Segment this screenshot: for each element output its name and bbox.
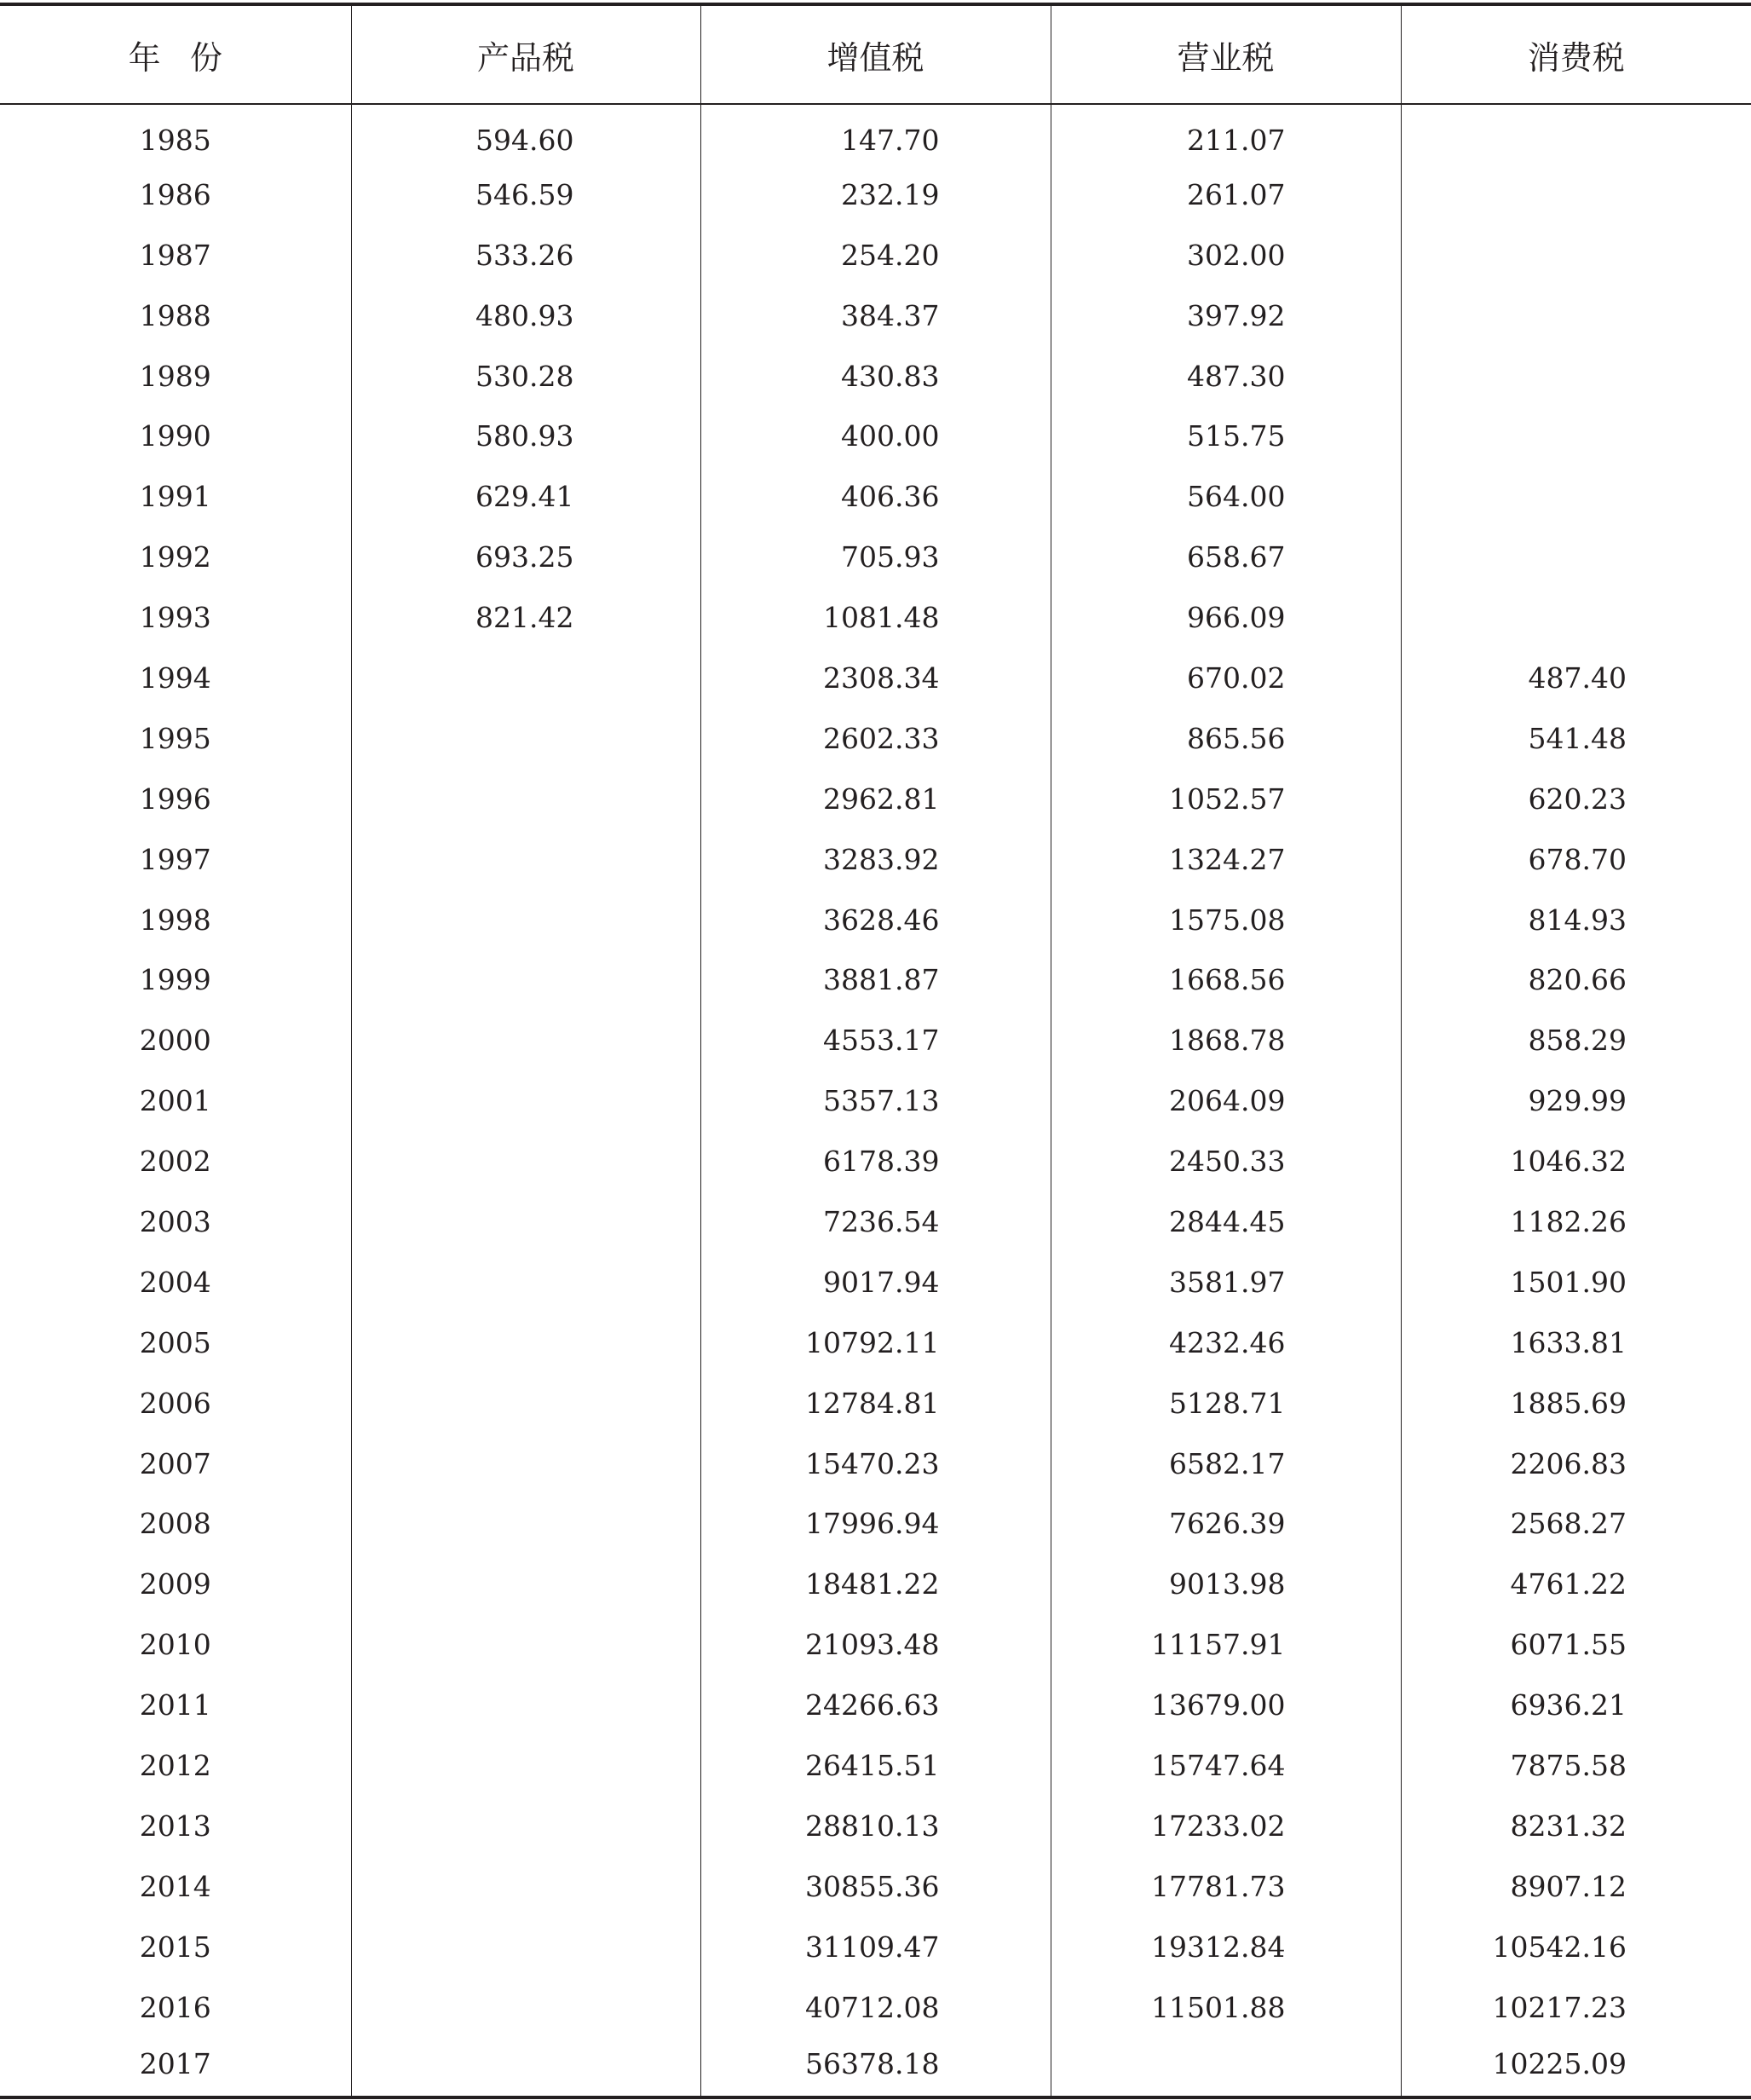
cell-year: 2010 bbox=[139, 1628, 211, 1662]
table-row bbox=[0, 890, 1751, 950]
cell-business-tax: 4232.46 bbox=[1051, 1312, 1401, 1373]
cell-business-tax: 7626.39 bbox=[1051, 1493, 1401, 1554]
table-row bbox=[0, 1856, 1751, 1917]
cell-consumption-tax: 2206.83 bbox=[1401, 1434, 1751, 1494]
table-row bbox=[0, 346, 1751, 407]
cell-vat: 56378.18 bbox=[700, 2038, 1051, 2098]
cell-product-tax bbox=[351, 1614, 700, 1675]
cell-year: 2003 bbox=[139, 1204, 211, 1238]
cell-business-tax: 865.56 bbox=[1051, 708, 1401, 769]
table-row bbox=[0, 1977, 1751, 2038]
cell-business-tax: 1868.78 bbox=[1051, 1010, 1401, 1070]
cell-consumption-tax: 7875.58 bbox=[1401, 1735, 1751, 1796]
table-row bbox=[0, 2038, 1751, 2098]
cell-business-tax: 658.67 bbox=[1051, 527, 1401, 587]
table-row bbox=[0, 406, 1751, 466]
cell-product-tax: 480.93 bbox=[351, 286, 700, 346]
cell-product-tax bbox=[351, 1070, 700, 1131]
cell-year: 2017 bbox=[0, 2038, 351, 2098]
cell-business-tax: 211.07 bbox=[1051, 104, 1401, 164]
cell-vat: 10792.11 bbox=[700, 1312, 1051, 1373]
column-header-year: 年份 bbox=[0, 4, 351, 104]
cell-year: 1985 bbox=[139, 124, 211, 158]
cell-year: 2016 bbox=[139, 1990, 211, 2024]
cell-business-tax: 6582.17 bbox=[1051, 1434, 1401, 1494]
header-row bbox=[0, 4, 1751, 104]
cell-year: 1991 bbox=[139, 480, 211, 514]
cell-business-tax: 11157.91 bbox=[1051, 1614, 1401, 1675]
cell-vat: 3283.92 bbox=[700, 829, 1051, 890]
cell-vat: 5357.13 bbox=[700, 1070, 1051, 1131]
cell-business-tax: 1324.27 bbox=[1051, 829, 1401, 890]
cell-year: 2009 bbox=[139, 1567, 211, 1601]
table-row bbox=[0, 708, 1751, 769]
cell-consumption-tax: 6936.21 bbox=[1401, 1675, 1751, 1735]
table-row bbox=[0, 225, 1751, 286]
cell-product-tax bbox=[351, 1796, 700, 1856]
cell-year: 2002 bbox=[139, 1145, 211, 1179]
cell-product-tax bbox=[351, 890, 700, 950]
cell-vat: 2308.34 bbox=[700, 648, 1051, 708]
cell-consumption-tax: 929.99 bbox=[1401, 1070, 1751, 1131]
cell-consumption-tax: 2568.27 bbox=[1401, 1493, 1751, 1554]
cell-year: 1990 bbox=[139, 419, 211, 453]
cell-business-tax: 2064.09 bbox=[1051, 1070, 1401, 1131]
cell-vat: 40712.08 bbox=[700, 1977, 1051, 2038]
cell-year: 2011 bbox=[139, 1688, 211, 1722]
cell-vat: 21093.48 bbox=[700, 1614, 1051, 1675]
cell-consumption-tax: 1182.26 bbox=[1401, 1191, 1751, 1252]
cell-consumption-tax: 1046.32 bbox=[1401, 1131, 1751, 1191]
cell-product-tax bbox=[351, 1434, 700, 1494]
cell-year: 1996 bbox=[139, 782, 211, 816]
cell-product-tax: 821.42 bbox=[351, 587, 700, 648]
cell-product-tax: 533.26 bbox=[351, 225, 700, 286]
cell-business-tax: 1575.08 bbox=[1051, 890, 1401, 950]
table-row bbox=[0, 1675, 1751, 1735]
tax-revenue-table bbox=[0, 3, 1751, 2099]
cell-vat: 15470.23 bbox=[700, 1434, 1051, 1494]
cell-business-tax: 19312.84 bbox=[1051, 1917, 1401, 1977]
cell-vat: 9017.94 bbox=[700, 1252, 1051, 1312]
table-row bbox=[0, 1070, 1751, 1131]
table-row bbox=[0, 1312, 1751, 1373]
cell-consumption-tax bbox=[1401, 527, 1751, 587]
cell-consumption-tax: 858.29 bbox=[1401, 1010, 1751, 1070]
cell-product-tax bbox=[351, 1917, 700, 1977]
cell-consumption-tax: 10542.16 bbox=[1401, 1917, 1751, 1977]
column-header-business-tax: 营业税 bbox=[1051, 4, 1401, 104]
cell-consumption-tax: 620.23 bbox=[1401, 769, 1751, 829]
cell-consumption-tax: 8231.32 bbox=[1401, 1796, 1751, 1856]
cell-year: 1993 bbox=[139, 601, 211, 635]
table-body bbox=[0, 104, 1751, 2097]
cell-product-tax bbox=[351, 1554, 700, 1614]
cell-year: 1995 bbox=[139, 721, 211, 755]
cell-product-tax bbox=[351, 1131, 700, 1191]
table-row bbox=[0, 1554, 1751, 1614]
table-row bbox=[0, 1131, 1751, 1191]
cell-product-tax: 546.59 bbox=[351, 164, 700, 225]
cell-product-tax bbox=[351, 648, 700, 708]
cell-year: 1988 bbox=[139, 298, 211, 332]
cell-consumption-tax: 1885.69 bbox=[1401, 1373, 1751, 1434]
cell-vat: 28810.13 bbox=[700, 1796, 1051, 1856]
cell-consumption-tax bbox=[1401, 164, 1751, 225]
cell-vat: 30855.36 bbox=[700, 1856, 1051, 1917]
table-row bbox=[0, 1493, 1751, 1554]
cell-consumption-tax: 678.70 bbox=[1401, 829, 1751, 890]
cell-business-tax: 2450.33 bbox=[1051, 1131, 1401, 1191]
cell-consumption-tax bbox=[1401, 587, 1751, 648]
cell-vat: 705.93 bbox=[700, 527, 1051, 587]
table-row bbox=[0, 1735, 1751, 1796]
cell-consumption-tax: 541.48 bbox=[1401, 708, 1751, 769]
cell-business-tax: 17781.73 bbox=[1051, 1856, 1401, 1917]
cell-year: 1986 bbox=[139, 177, 211, 211]
cell-year: 1992 bbox=[139, 540, 211, 574]
cell-business-tax: 1668.56 bbox=[1051, 949, 1401, 1010]
cell-product-tax bbox=[351, 769, 700, 829]
cell-year: 1989 bbox=[139, 359, 211, 393]
cell-year: 1997 bbox=[139, 842, 211, 876]
cell-year: 2014 bbox=[139, 1869, 211, 1903]
cell-business-tax: 670.02 bbox=[1051, 648, 1401, 708]
cell-consumption-tax: 814.93 bbox=[1401, 890, 1751, 950]
cell-consumption-tax: 4761.22 bbox=[1401, 1554, 1751, 1614]
cell-consumption-tax bbox=[1401, 286, 1751, 346]
cell-consumption-tax: 487.40 bbox=[1401, 648, 1751, 708]
cell-vat: 430.83 bbox=[700, 346, 1051, 407]
table-row bbox=[0, 164, 1751, 225]
cell-consumption-tax: 10217.23 bbox=[1401, 1977, 1751, 2038]
cell-business-tax: 487.30 bbox=[1051, 346, 1401, 407]
cell-vat: 12784.81 bbox=[700, 1373, 1051, 1434]
cell-year: 1999 bbox=[139, 963, 211, 997]
table-row bbox=[0, 1010, 1751, 1070]
cell-business-tax: 3581.97 bbox=[1051, 1252, 1401, 1312]
cell-business-tax: 1052.57 bbox=[1051, 769, 1401, 829]
column-header-vat: 增值税 bbox=[700, 4, 1051, 104]
cell-product-tax bbox=[351, 1252, 700, 1312]
table-row bbox=[0, 829, 1751, 890]
cell-consumption-tax bbox=[1401, 346, 1751, 407]
table-row bbox=[0, 1917, 1751, 1977]
cell-business-tax: 5128.71 bbox=[1051, 1373, 1401, 1434]
cell-business-tax: 11501.88 bbox=[1051, 1977, 1401, 2038]
cell-product-tax bbox=[351, 829, 700, 890]
cell-product-tax: 629.41 bbox=[351, 466, 700, 527]
cell-year: 2006 bbox=[139, 1386, 211, 1420]
cell-business-tax: 564.00 bbox=[1051, 466, 1401, 527]
cell-product-tax bbox=[351, 949, 700, 1010]
cell-year: 1994 bbox=[139, 661, 211, 695]
cell-business-tax: 515.75 bbox=[1051, 406, 1401, 466]
table-row bbox=[0, 527, 1751, 587]
cell-consumption-tax bbox=[1401, 406, 1751, 466]
cell-product-tax: 530.28 bbox=[351, 346, 700, 407]
cell-product-tax bbox=[351, 2038, 700, 2098]
cell-vat: 400.00 bbox=[700, 406, 1051, 466]
cell-vat: 7236.54 bbox=[700, 1191, 1051, 1252]
table-row bbox=[0, 104, 1751, 164]
cell-year: 2000 bbox=[139, 1024, 211, 1058]
cell-year: 1987 bbox=[139, 238, 211, 272]
cell-product-tax: 594.60 bbox=[351, 104, 700, 164]
cell-vat: 18481.22 bbox=[700, 1554, 1051, 1614]
cell-vat: 6178.39 bbox=[700, 1131, 1051, 1191]
cell-product-tax bbox=[351, 1373, 700, 1434]
cell-vat: 2602.33 bbox=[700, 708, 1051, 769]
table-row bbox=[0, 949, 1751, 1010]
cell-business-tax: 15747.64 bbox=[1051, 1735, 1401, 1796]
table-row bbox=[0, 286, 1751, 346]
table-row bbox=[0, 587, 1751, 648]
cell-vat: 24266.63 bbox=[700, 1675, 1051, 1735]
cell-vat: 2962.81 bbox=[700, 769, 1051, 829]
cell-year: 2001 bbox=[139, 1084, 211, 1118]
cell-business-tax: 2844.45 bbox=[1051, 1191, 1401, 1252]
cell-year: 2007 bbox=[139, 1446, 211, 1480]
cell-vat: 3628.46 bbox=[700, 890, 1051, 950]
cell-vat: 1081.48 bbox=[700, 587, 1051, 648]
cell-business-tax: 261.07 bbox=[1051, 164, 1401, 225]
cell-vat: 31109.47 bbox=[700, 1917, 1051, 1977]
cell-product-tax: 693.25 bbox=[351, 527, 700, 587]
cell-consumption-tax: 1501.90 bbox=[1401, 1252, 1751, 1312]
cell-business-tax: 9013.98 bbox=[1051, 1554, 1401, 1614]
table-row bbox=[0, 466, 1751, 527]
cell-vat: 26415.51 bbox=[700, 1735, 1051, 1796]
cell-consumption-tax: 1633.81 bbox=[1401, 1312, 1751, 1373]
column-header-product-tax: 产品税 bbox=[351, 4, 700, 104]
cell-consumption-tax: 820.66 bbox=[1401, 949, 1751, 1010]
table-row bbox=[0, 1434, 1751, 1494]
cell-business-tax: 302.00 bbox=[1051, 225, 1401, 286]
cell-product-tax bbox=[351, 1675, 700, 1735]
table-row bbox=[0, 1373, 1751, 1434]
cell-business-tax: 966.09 bbox=[1051, 587, 1401, 648]
cell-vat: 232.19 bbox=[700, 164, 1051, 225]
cell-business-tax: 397.92 bbox=[1051, 286, 1401, 346]
table-row bbox=[0, 1614, 1751, 1675]
table-row bbox=[0, 1796, 1751, 1856]
cell-consumption-tax: 6071.55 bbox=[1401, 1614, 1751, 1675]
table-row bbox=[0, 769, 1751, 829]
cell-business-tax bbox=[1051, 2038, 1401, 2098]
cell-year: 2005 bbox=[139, 1325, 211, 1359]
cell-product-tax: 580.93 bbox=[351, 406, 700, 466]
cell-consumption-tax bbox=[1401, 225, 1751, 286]
cell-vat: 17996.94 bbox=[700, 1493, 1051, 1554]
cell-consumption-tax bbox=[1401, 466, 1751, 527]
column-header-consumption-tax: 消费税 bbox=[1401, 4, 1751, 104]
cell-vat: 4553.17 bbox=[700, 1010, 1051, 1070]
cell-product-tax bbox=[351, 1312, 700, 1373]
cell-business-tax: 13679.00 bbox=[1051, 1675, 1401, 1735]
cell-product-tax bbox=[351, 1735, 700, 1796]
cell-vat: 406.36 bbox=[700, 466, 1051, 527]
cell-product-tax bbox=[351, 1977, 700, 2038]
cell-vat: 147.70 bbox=[700, 104, 1051, 164]
cell-vat: 3881.87 bbox=[700, 949, 1051, 1010]
cell-year: 2015 bbox=[139, 1930, 211, 1964]
cell-year: 1998 bbox=[139, 903, 211, 937]
cell-vat: 384.37 bbox=[700, 286, 1051, 346]
cell-consumption-tax: 10225.09 bbox=[1401, 2038, 1751, 2098]
cell-product-tax bbox=[351, 1493, 700, 1554]
table-row bbox=[0, 1191, 1751, 1252]
cell-year: 2013 bbox=[139, 1809, 211, 1843]
cell-year: 2004 bbox=[139, 1265, 211, 1299]
table-row bbox=[0, 1252, 1751, 1312]
cell-consumption-tax bbox=[1401, 104, 1751, 164]
cell-business-tax: 17233.02 bbox=[1051, 1796, 1401, 1856]
cell-year: 2012 bbox=[139, 1748, 211, 1782]
cell-product-tax bbox=[351, 1191, 700, 1252]
cell-product-tax bbox=[351, 708, 700, 769]
cell-vat: 254.20 bbox=[700, 225, 1051, 286]
cell-product-tax bbox=[351, 1856, 700, 1917]
cell-year: 2008 bbox=[139, 1507, 211, 1541]
table-row bbox=[0, 648, 1751, 708]
cell-product-tax bbox=[351, 1010, 700, 1070]
cell-consumption-tax: 8907.12 bbox=[1401, 1856, 1751, 1917]
